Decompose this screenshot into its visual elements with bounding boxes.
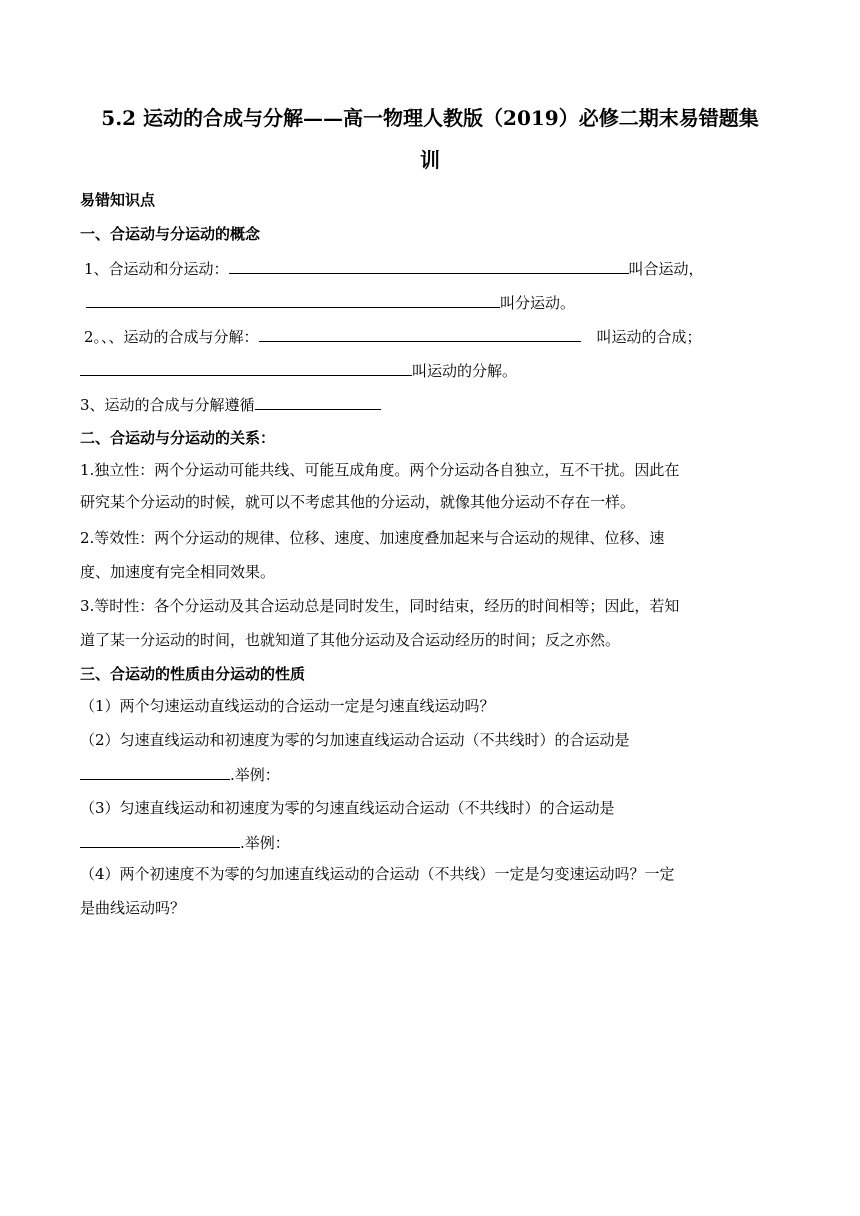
- item-1-line-1: [84, 258, 704, 279]
- question-3-line-2: [80, 832, 290, 853]
- question-3-suffix: .举例：: [240, 834, 290, 852]
- paragraph-equivalence-line-2: 度、加速度有完全相同效果。: [80, 563, 276, 581]
- item-2-suffix: 叫运动的合成；: [596, 328, 702, 346]
- item-1-suffix: 叫合运动，: [628, 260, 704, 278]
- item-2-line-2-suffix: 叫运动的分解。: [412, 362, 518, 380]
- paragraph-independence-line-1: 1.独立性：两个分运动可能共线、可能互成角度。两个分运动各自独立，互不干扰。因此在: [80, 461, 680, 479]
- fill-blank[interactable]: [80, 832, 240, 848]
- question-2-line-1: （2）匀速直线运动和初速度为零的匀加速直线运动合运动（不共线时）的合运动是: [80, 731, 630, 749]
- knowledge-heading: 易错知识点: [80, 191, 156, 209]
- item-3-prefix: 3、运动的合成与分解遵循: [80, 396, 255, 414]
- section-1-heading: 一、合运动与分运动的概念: [80, 225, 261, 243]
- question-3-line-1: （3）匀速直线运动和初速度为零的匀速直线运动合运动（不共线时）的合运动是: [80, 799, 615, 817]
- item-1-prefix: 1、合运动和分运动：: [84, 260, 229, 278]
- fill-blank[interactable]: [86, 292, 500, 308]
- question-2-line-2: [80, 764, 280, 785]
- paragraph-simultaneity-line-2: 道了某一分运动的时间，也就知道了其他分运动及合运动经历的时间；反之亦然。: [80, 631, 621, 649]
- fill-blank[interactable]: [229, 258, 629, 274]
- document-title-continued: 训: [420, 148, 440, 172]
- fill-blank[interactable]: [259, 326, 581, 342]
- paragraph-equivalence-line-1: 2.等效性：两个分运动的规律、位移、速度、加速度叠加起来与合运动的规律、位移、速: [80, 529, 665, 547]
- section-3-heading: 三、合运动的性质由分运动的性质: [80, 665, 306, 683]
- document-title: 5.2 运动的合成与分解——高一物理人教版（2019）必修二期末易错题集: [101, 106, 759, 130]
- item-3: [80, 394, 381, 415]
- paragraph-independence-line-2: 研究某个分运动的时候，就可以不考虑其他的分运动，就像其他分运动不存在一样。: [80, 493, 636, 511]
- fill-blank[interactable]: [80, 764, 230, 780]
- question-4-line-2: 是曲线运动吗？: [80, 899, 186, 917]
- item-2-prefix: 2。、、运动的合成与分解：: [84, 328, 259, 346]
- question-4-line-1: （4）两个初速度不为零的匀加速直线运动的合运动（不共线）一定是匀变速运动吗？一定: [80, 865, 675, 883]
- fill-blank[interactable]: [80, 360, 412, 376]
- question-1: （1）两个匀速运动直线运动的合运动一定是匀速直线运动吗？: [80, 697, 495, 715]
- paragraph-simultaneity-line-1: 3.等时性：各个分运动及其合运动总是同时发生，同时结束，经历的时间相等；因此，若知: [80, 597, 680, 615]
- item-1-line-2: [86, 292, 575, 313]
- item-2-line-2: [80, 360, 517, 381]
- item-1-line-2-suffix: 叫分运动。: [500, 294, 576, 312]
- question-2-suffix: .举例：: [230, 766, 280, 784]
- fill-blank[interactable]: [255, 394, 381, 410]
- section-2-heading: 二、合运动与分运动的关系：: [80, 429, 276, 447]
- item-2-line-1: [84, 326, 702, 347]
